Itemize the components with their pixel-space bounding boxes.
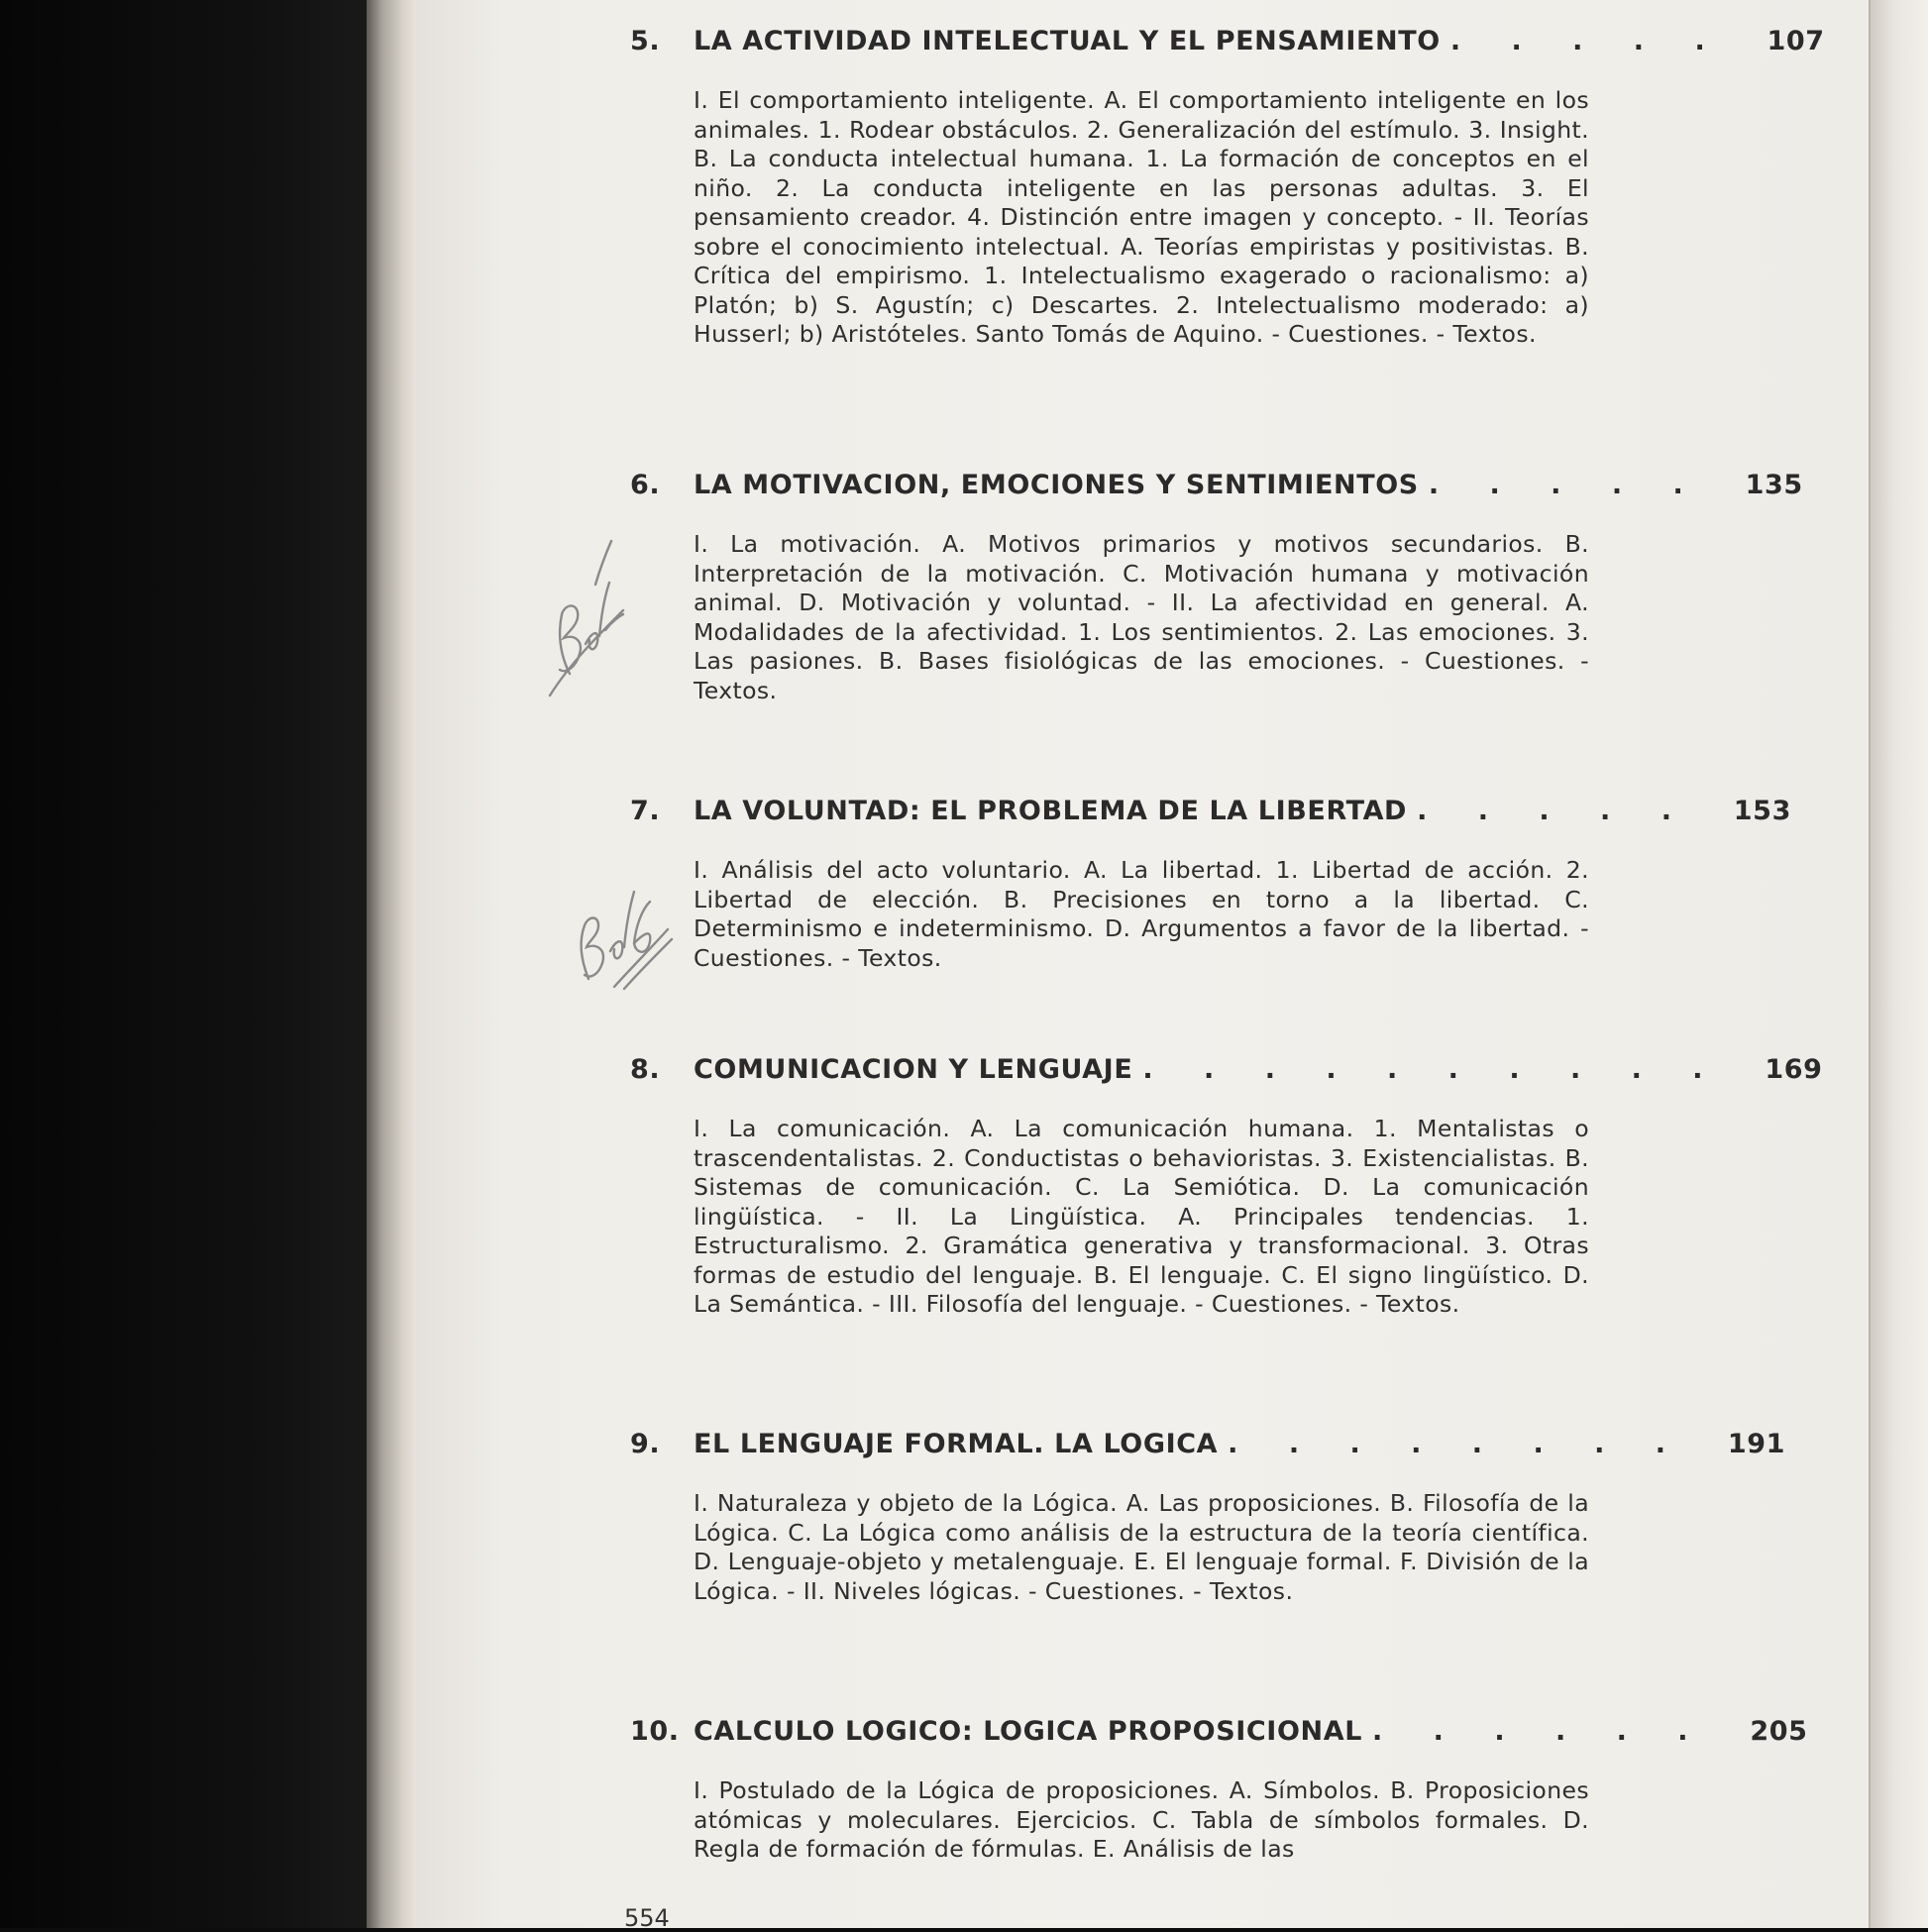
chapter-number: 5. — [630, 26, 661, 56]
leader-dots: . . . . . — [1449, 26, 1726, 56]
chapter-number: 8. — [630, 1054, 661, 1085]
chapter-summary: I. Postulado de la Lógica de proposiciones. A. Símbolos. B. Proposiciones atómicas y moleculares. Ejercicios. C. Tabla de símbolos formales. D. Regla de formación de fórmulas. E. Análisis de las — [694, 1776, 1589, 1863]
page-number: 169 — [1765, 1054, 1823, 1085]
chapter-number: 10. — [630, 1716, 680, 1747]
chapter-summary: I. El comportamiento inteligente. A. El comportamiento inteligente en los animales. 1. Rodear obstáculos. 2. Generalización del estímulo. 3. Insight. B. La conducta intelectual humana. 1. La formación de conceptos en el niño. 2. La conducta inteligente en las personas adultas. 3. El pensamiento creador. 4. Distinción entre imagen y concepto. - II. Teorías sobre el conocimiento intelectual. A. Teorías empiristas y positivistas. B. Crítica del empirismo. 1. Intelectualismo exagerado o racionalismo: a) Platón; b) S. Agustín; c) Descartes. 2. Intelectualismo moderado: a) Husserl; b) Aristóteles. Santo Tomás de Aquino. - Cuestiones. - Textos. — [694, 86, 1589, 348]
chapter-number: 9. — [630, 1429, 661, 1459]
page-number: 107 — [1767, 26, 1825, 56]
leader-dots: . . . . . — [1417, 796, 1692, 826]
chapter-title: CALCULO LOGICO: LOGICA PROPOSICIONAL — [694, 1716, 1363, 1747]
page-stack-edge — [367, 0, 418, 1928]
leader-dots: . . . . . . . . — [1228, 1429, 1687, 1459]
chapter-number: 7. — [630, 796, 661, 826]
toc-entry — [630, 1054, 1823, 1320]
dark-background — [0, 0, 376, 1928]
toc-entry — [630, 470, 1803, 705]
chapter-title: COMUNICACION Y LENGUAJE — [694, 1054, 1133, 1085]
toc-entry — [630, 26, 1825, 350]
chapter-number: 6. — [630, 470, 661, 500]
chapter-summary: I. La motivación. A. Motivos primarios y motivos secundarios. B. Interpretación de la motivación. C. Motivación humana y motivación animal. D. Motivación y voluntad. - II. La afectividad en general. A. Modalidades de la afectividad. 1. Los sentimientos. 2. Las emociones. 3. Las pasiones. B. Bases fisiológicas de las emociones. - Cuestiones. - Textos. — [694, 530, 1589, 704]
right-page-edge — [1869, 0, 1928, 1928]
page-number: 191 — [1727, 1429, 1786, 1459]
chapter-title: EL LENGUAJE FORMAL. LA LOGICA — [694, 1429, 1219, 1459]
page-folio: 554 — [624, 1904, 670, 1932]
entry-heading — [630, 1429, 1786, 1459]
chapter-summary: I. Análisis del acto voluntario. A. La libertad. 1. Libertad de acción. 2. Libertad de elección. B. Precisiones en torno a la libertad. C. Determinismo e indeterminismo. D. Argumentos a favor de la libertad. - Cuestiones. - Textos. — [694, 856, 1589, 972]
entry-heading — [630, 26, 1825, 56]
toc-entry — [630, 1716, 1808, 1865]
leader-dots: . . . . . — [1428, 470, 1704, 500]
toc-entry — [630, 796, 1791, 973]
entry-heading — [630, 796, 1791, 826]
pencil-annotation-2 — [575, 852, 674, 991]
page-number: 135 — [1745, 470, 1803, 500]
entry-heading — [630, 470, 1803, 500]
pencil-annotation-1 — [540, 535, 629, 703]
chapter-summary: I. Naturaleza y objeto de la Lógica. A. Las proposiciones. B. Filosofía de la Lógica. C. La Lógica como análisis de la estructura de la teoría científica. D. Lenguaje-objeto y metalenguaje. E. El lenguaje formal. F. División de la Lógica. - II. Niveles lógicas. - Cuestiones. - Textos. — [694, 1489, 1589, 1605]
entry-heading — [630, 1716, 1808, 1747]
toc-entry — [630, 1429, 1786, 1606]
leader-dots: . . . . . . — [1372, 1716, 1709, 1747]
chapter-title: LA VOLUNTAD: EL PROBLEMA DE LA LIBERTAD — [694, 796, 1408, 826]
page-number: 205 — [1750, 1716, 1808, 1747]
entry-heading — [630, 1054, 1823, 1085]
chapter-summary: I. La comunicación. A. La comunicación humana. 1. Mentalistas o trascendentalistas. 2. Conductistas o behavioristas. 3. Existencialistas. B. Sistemas de comunicación. C. La Semiótica. D. La comunicación lingüística. - II. La Lingüística. A. Principales tendencias. 1. Estructuralismo. 2. Gramática generativa y transformacional. 3. Otras formas de estudio del lenguaje. B. El lenguaje. C. El signo lingüístico. D. La Semántica. - III. Filosofía del lenguaje. - Cuestiones. - Textos. — [694, 1115, 1589, 1318]
chapter-title: LA MOTIVACION, EMOCIONES Y SENTIMIENTOS — [694, 470, 1419, 500]
leader-dots: . . . . . . . . . . — [1142, 1054, 1724, 1085]
page-number: 153 — [1733, 796, 1791, 826]
chapter-title: LA ACTIVIDAD INTELECTUAL Y EL PENSAMIENTO — [694, 26, 1441, 56]
